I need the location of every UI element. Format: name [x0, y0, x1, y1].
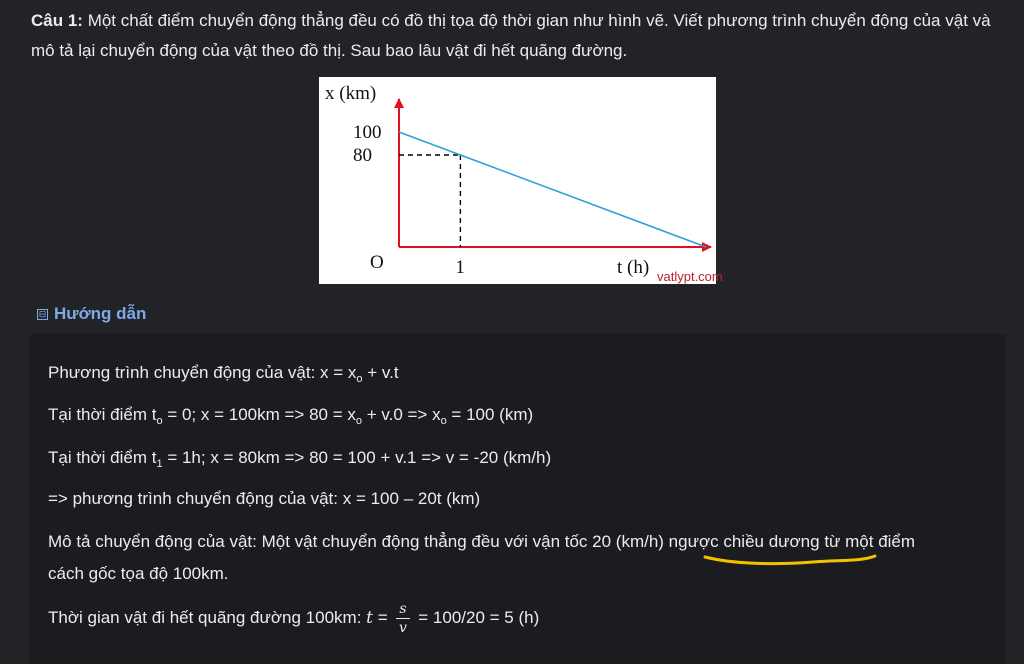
guide-toggle[interactable] — [37, 304, 146, 324]
question-body: Một chất điểm chuyển động thẳng đều có đồ thị tọa độ thời gian như hình vẽ. Viết phương trình chuyển động của vật và mô tả lại chuyển động của vật theo đồ thị. Sau bao lâu vật đi hết quãng đường. — [31, 11, 991, 60]
guide-line-6 — [48, 600, 539, 637]
guide-line-3 — [48, 448, 551, 470]
guide-line-2-d: = 100 (km) — [446, 405, 534, 424]
math-var-t: t — [366, 608, 373, 628]
guide-line-4: => phương trình chuyển động của vật: x = 100 – 20t (km) — [48, 489, 481, 508]
x-axis-label: t (h) — [617, 257, 650, 278]
guide-line-2-a: Tại thời điểm t — [48, 405, 157, 424]
question-text — [31, 6, 1006, 66]
origin-label: O — [370, 252, 384, 273]
subscript: 1 — [156, 458, 163, 470]
subscript: o — [356, 373, 363, 385]
math-equals: = — [373, 608, 393, 627]
guide-line-1-text: Phương trình chuyển động của vật: x = x — [48, 363, 357, 382]
guide-line-1 — [48, 363, 399, 385]
guide-line-6-a: Thời gian vật đi hết quãng đường 100km: — [48, 608, 367, 627]
series-line — [399, 132, 706, 247]
series-group — [399, 132, 706, 247]
guide-line-6-b: = 100/20 = 5 (h) — [413, 608, 540, 627]
y-tick-label: 100 — [353, 122, 382, 143]
fraction-numerator: s — [396, 600, 409, 619]
guide-line-2-b: = 0; x = 100km => 80 = x — [162, 405, 356, 424]
position-time-graph — [319, 77, 723, 284]
y-axis-label: x (km) — [325, 83, 377, 104]
guide-title: Hướng dẫn — [54, 304, 147, 323]
watermark: vatlypt.com — [657, 269, 723, 284]
collapse-icon: ⊟ — [38, 308, 47, 319]
fraction-denominator: v — [399, 620, 407, 637]
subscript: o — [156, 415, 163, 427]
guide-line-5a: Mô tả chuyển động của vật: Một vật chuyển động thẳng đều với vận tốc 20 (km/h) ngược chiều dương từ một điểm — [48, 532, 916, 551]
question-label: Câu 1: — [31, 11, 83, 30]
y-tick-label: 80 — [353, 145, 372, 166]
guide-line-5b: cách gốc tọa độ 100km. — [48, 564, 229, 583]
fraction-s-over-v — [396, 600, 409, 637]
highlight-underline — [703, 552, 878, 568]
guide-lines — [399, 155, 460, 247]
x-tick-label: 1 — [455, 257, 465, 278]
guide-line-1-tail: + v.t — [362, 363, 399, 382]
guide-line-2-c: + v.0 => x — [361, 405, 441, 424]
subscript: o — [355, 415, 362, 427]
guide-line-3-b: = 1h; x = 80km => 80 = 100 + v.1 => v = -20 (km/h) — [162, 448, 552, 467]
chart-svg — [319, 77, 723, 284]
subscript: o — [440, 415, 447, 427]
guide-line-2 — [48, 405, 533, 427]
guide-line-3-a: Tại thời điểm t — [48, 448, 157, 467]
